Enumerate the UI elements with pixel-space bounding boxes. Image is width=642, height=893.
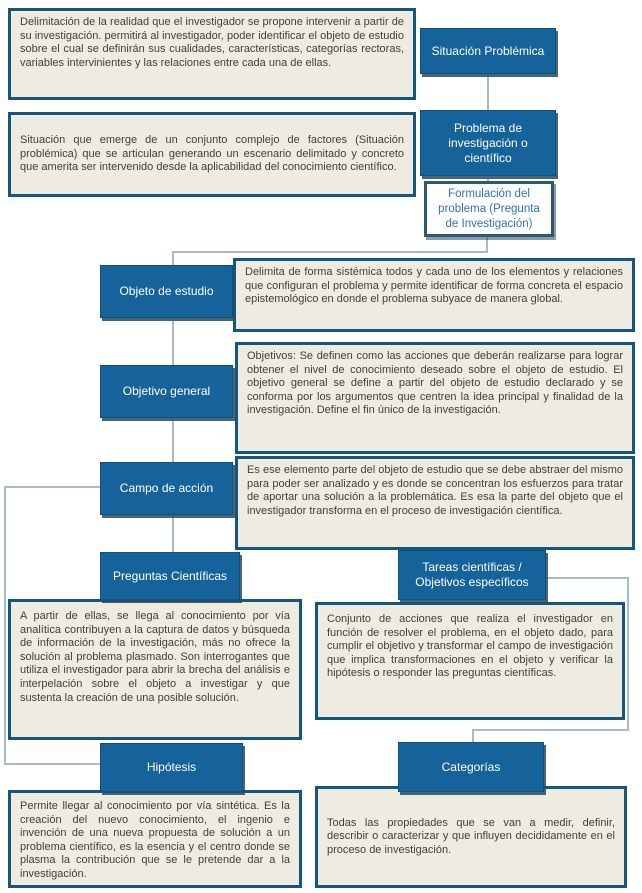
connector-right-bottom-h: [472, 729, 629, 731]
node-objetivo-text: [235, 342, 635, 454]
node-situacion-problemica: [420, 28, 556, 74]
node-campo-text: [235, 456, 635, 550]
preguntas-text: A partir de ellas, se llega al conocimiento por vía analítica contribuyen a la captura de datos y búsqueda de información de la investigación, más no ofrece la solución al problema plasmado. Son interrogantes que utiliza el investigador para abrir la brecha del análisis e interpelación sobre el objeto a investigar y que sustenta la creación de una posible solución.: [20, 610, 290, 704]
node-tareas-text: [315, 602, 625, 720]
node-problema-investigacion: [420, 110, 556, 176]
connector-campo-to-preguntas: [172, 514, 174, 554]
node-hipotesis: [100, 743, 243, 792]
problema-label: Problema de investigación o científico: [448, 120, 528, 165]
campo-label: Campo de acción: [119, 481, 214, 495]
node-formulacion-problema: [424, 181, 554, 237]
connector-situacion-to-problema: [487, 74, 489, 112]
node-objeto-estudio: [100, 265, 233, 318]
node-preguntas-cientificas: [100, 552, 240, 600]
connector-tareas-right-v: [627, 577, 629, 731]
connector-objetivo-to-campo: [172, 417, 174, 464]
node-delimitacion-text: [8, 8, 416, 100]
node-objeto-text: [233, 258, 635, 332]
categorias-text: Todas las propiedades que se van a medir, definir, describir o caracterizar y que influyen decididamente en el proceso de investigación.: [327, 816, 615, 856]
campo-text: Es ese elemento parte del objeto de estudio que se debe abstraer del mismo para poder ser analizado y es donde se concentran los esfuerzos para tratar de aportar una solución a la problemática. Es esa la parte del objeto que el investigador transforma en el proceso de investigación científica.: [247, 464, 623, 517]
hipotesis-text: Permite llegar al conocimiento por vía sintética. Es la creación del nuevo conocimiento, el ingenio e invención de una nueva propuesta de solución a un problema científico, es la esencia y el centro donde se plasma la contribución que se le pretende dar a la investigación.: [20, 800, 290, 880]
tareas-text: Conjunto de acciones que realiza el investigador en función de resolver el problema, en el objeto dado, para cumplir el objetivo y transformar el campo de investigación que implica transformaciones en el objeto y verificar la hipótesis o responder las preguntas científicas.: [327, 613, 613, 680]
connector-into-categorias: [472, 729, 474, 743]
preguntas-label: Preguntas Científicas: [112, 568, 228, 583]
objeto-text: Delimita de forma sistémica todos y cada uno de los elementos y relaciones que configuran el problema y permite identificar de forma concreta el espacio epistemológico en donde el problema subyace de manera global.: [245, 266, 623, 306]
formulacion-label: Formulación del problema (Pregunta de Investigación): [438, 187, 540, 230]
objetivo-label: Objetivo general: [122, 384, 211, 398]
hipotesis-label: Hipótesis: [146, 760, 197, 774]
objeto-label: Objeto de estudio: [119, 284, 214, 298]
node-hipotesis-text: [8, 790, 302, 888]
node-categorias: [398, 742, 544, 792]
categorias-label: Categorías: [441, 759, 501, 774]
tareas-label: Tareas científicas / Objetivos específicos: [415, 560, 529, 589]
connector-objeto-to-objetivo: [172, 317, 174, 367]
connector-campo-left-v: [4, 486, 6, 765]
connector-tareas-right-h: [545, 577, 629, 579]
node-campo-accion: [100, 462, 233, 515]
node-categorias-text: [315, 786, 627, 888]
objetivo-text: Objetivos: Se definen como las acciones que deberán realizarse para lograr obtener el nivel de conocimiento deseado sobre el objeto de estudio. El objetivo general se define a partir del objeto de estudio declarado y se conforma por los argumentos que centren la idea principal y finalidad de la investigación. Define el fin único de la investigación.: [247, 350, 623, 417]
connector-left-to-hipotesis: [4, 763, 102, 765]
situacion-emerge-text: Situación que emerge de un conjunto complejo de factores (Situación problémica) que se articulan generando un escenario delimitado y concreto que amerita ser intervenido desde la aplicabilidad del conocimiento científico.: [20, 134, 404, 174]
node-objetivo-general: [100, 365, 233, 418]
connector-campo-left-h: [4, 486, 102, 488]
situacion-problemica-label: Situación Problémica: [431, 43, 545, 58]
node-preguntas-text: [8, 599, 302, 740]
connector-formulacion-horizontal: [172, 251, 488, 253]
node-situacion-emerge-text: [8, 112, 416, 197]
node-tareas-cientificas: [398, 550, 546, 600]
delimitacion-text: Delimitación de la realidad que el investigador se propone intervenir a partir de su investigación. permitirá al investigador, poder identificar el objeto de estudio sobre el cual se definirán sus cualidades, características, categorías rectoras, variables intervinientes y las relaciones entre cada una de ellas.: [20, 16, 404, 69]
